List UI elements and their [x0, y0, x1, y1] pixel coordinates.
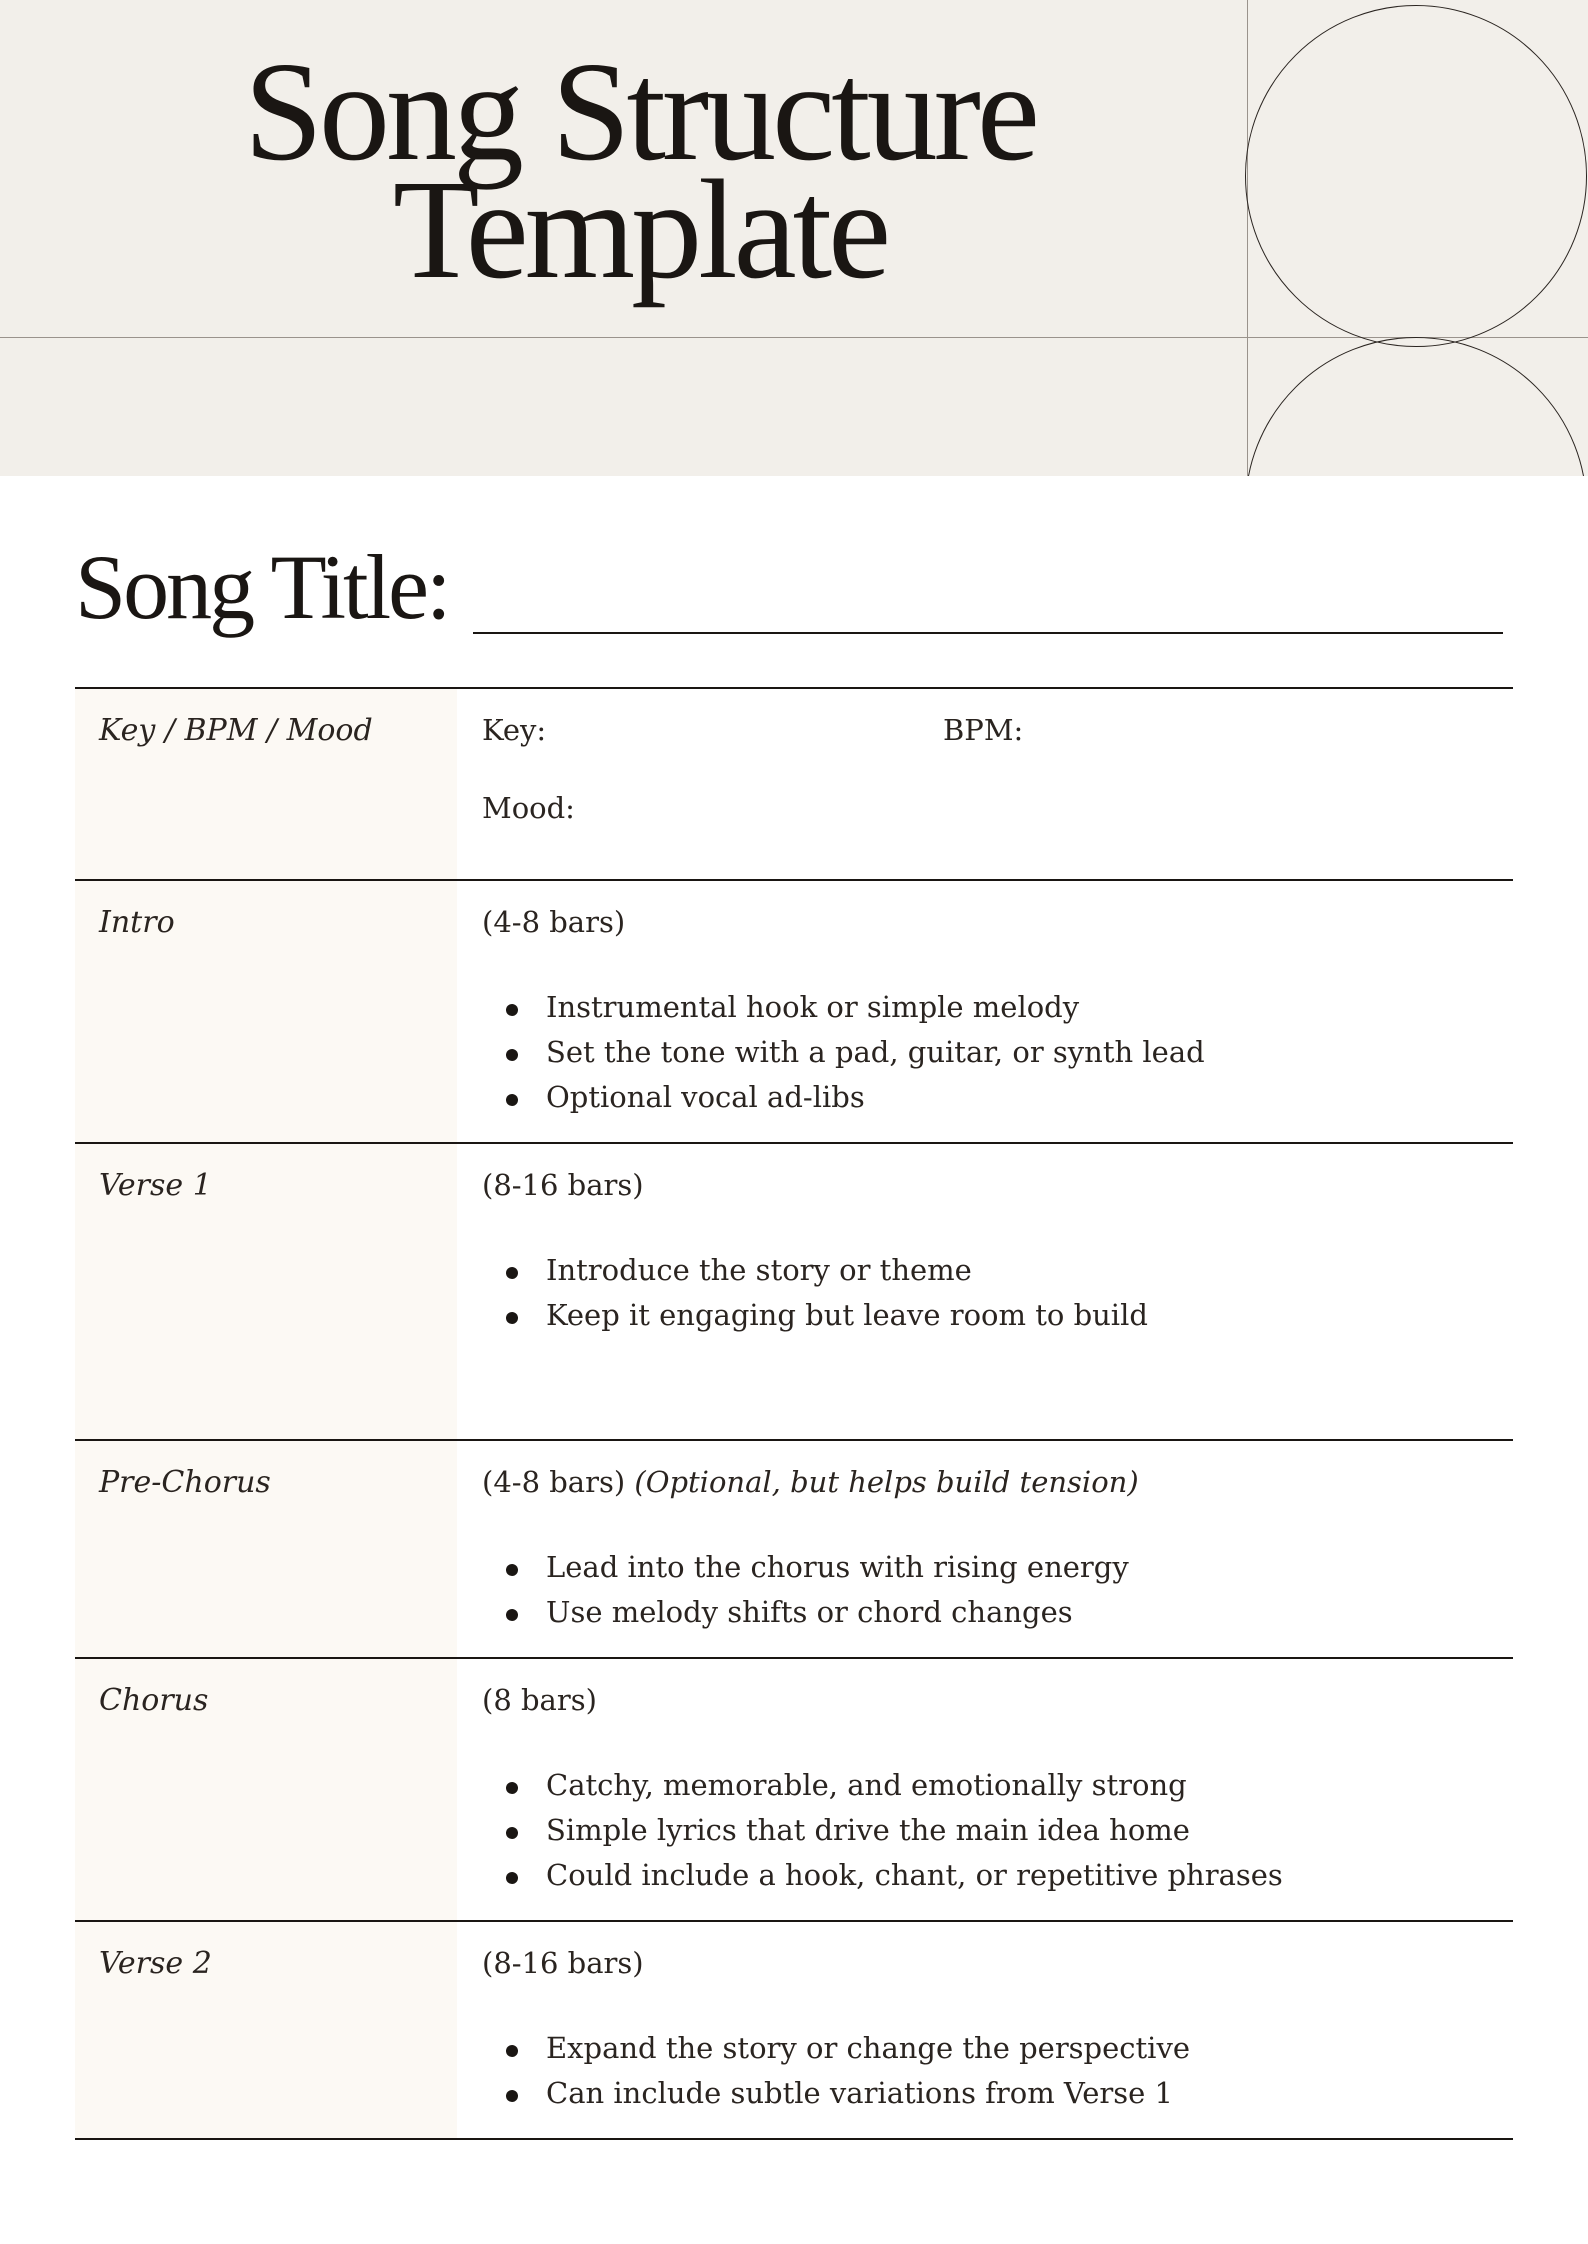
bullet-item: Use melody shifts or chord changes	[482, 1590, 1129, 1635]
decorative-circle-bottom	[1245, 337, 1587, 476]
header-divider	[0, 337, 1588, 338]
row-pre-chorus	[75, 1439, 1513, 1657]
row-intro	[75, 879, 1513, 1142]
bullet-list	[482, 2026, 1190, 2116]
row-label-cell	[75, 689, 457, 879]
row-label: Pre-Chorus	[99, 1465, 271, 1500]
header-banner	[0, 0, 1588, 476]
row-label-cell	[75, 881, 457, 1142]
page-title	[120, 32, 1160, 308]
bar-count: (4-8 bars)	[482, 905, 626, 939]
row-content-cell	[482, 1922, 1513, 2138]
bullet-item: Set the tone with a pad, guitar, or synth lead	[482, 1030, 1205, 1075]
bar-count: (4-8 bars) (Optional, but helps build tension)	[482, 1465, 1139, 1499]
bar-count: (8-16 bars)	[482, 1946, 644, 1980]
bullet-item: Could include a hook, chant, or repetitive phrases	[482, 1853, 1283, 1898]
song-title-field	[75, 532, 1505, 642]
bullet-item: Instrumental hook or simple melody	[482, 985, 1205, 1030]
bar-count: (8-16 bars)	[482, 1168, 644, 1202]
mood-field[interactable]: Mood:	[482, 791, 575, 825]
bar-note: (Optional, but helps build tension)	[634, 1465, 1139, 1499]
bullet-item: Introduce the story or theme	[482, 1248, 1148, 1293]
header-vertical-divider	[1247, 0, 1248, 476]
row-label-cell	[75, 1144, 457, 1439]
bullet-list	[482, 1763, 1283, 1898]
bullet-item: Catchy, memorable, and emotionally strong	[482, 1763, 1283, 1808]
row-label-cell	[75, 1441, 457, 1657]
row-key-bpm-mood	[75, 687, 1513, 879]
song-structure-table	[75, 687, 1513, 2140]
bullet-item: Keep it engaging but leave room to build	[482, 1293, 1148, 1338]
row-content-cell	[482, 689, 1513, 879]
row-content-cell	[482, 881, 1513, 1142]
bullet-item: Optional vocal ad-libs	[482, 1075, 1205, 1120]
bullet-item: Expand the story or change the perspective	[482, 2026, 1190, 2071]
song-title-label: Song Title:	[75, 536, 449, 638]
bullet-item: Lead into the chorus with rising energy	[482, 1545, 1129, 1590]
row-label-cell	[75, 1659, 457, 1920]
row-verse-1	[75, 1142, 1513, 1439]
title-line-1: Song Structure	[244, 32, 1036, 190]
row-label: Verse 2	[99, 1946, 212, 1981]
song-title-input-line[interactable]	[473, 632, 1503, 634]
bullet-list	[482, 1248, 1148, 1338]
bullet-list	[482, 985, 1205, 1120]
decorative-circle-top	[1245, 5, 1587, 347]
row-content-cell	[482, 1659, 1513, 1920]
row-verse-2	[75, 1920, 1513, 2140]
row-chorus	[75, 1657, 1513, 1920]
row-label: Intro	[99, 905, 175, 940]
bullet-item: Simple lyrics that drive the main idea home	[482, 1808, 1283, 1853]
row-label: Verse 1	[99, 1168, 212, 1203]
key-field[interactable]: Key:	[482, 713, 547, 747]
bullet-item: Can include subtle variations from Verse 1	[482, 2071, 1190, 2116]
title-line-2: Template	[392, 150, 888, 308]
bullet-list	[482, 1545, 1129, 1635]
row-content-cell	[482, 1144, 1513, 1439]
row-label: Chorus	[99, 1683, 209, 1718]
row-label-cell	[75, 1922, 457, 2138]
bar-count: (8 bars)	[482, 1683, 597, 1717]
row-content-cell	[482, 1441, 1513, 1657]
bpm-field[interactable]: BPM:	[943, 713, 1024, 747]
row-label: Key / BPM / Mood	[99, 713, 373, 748]
